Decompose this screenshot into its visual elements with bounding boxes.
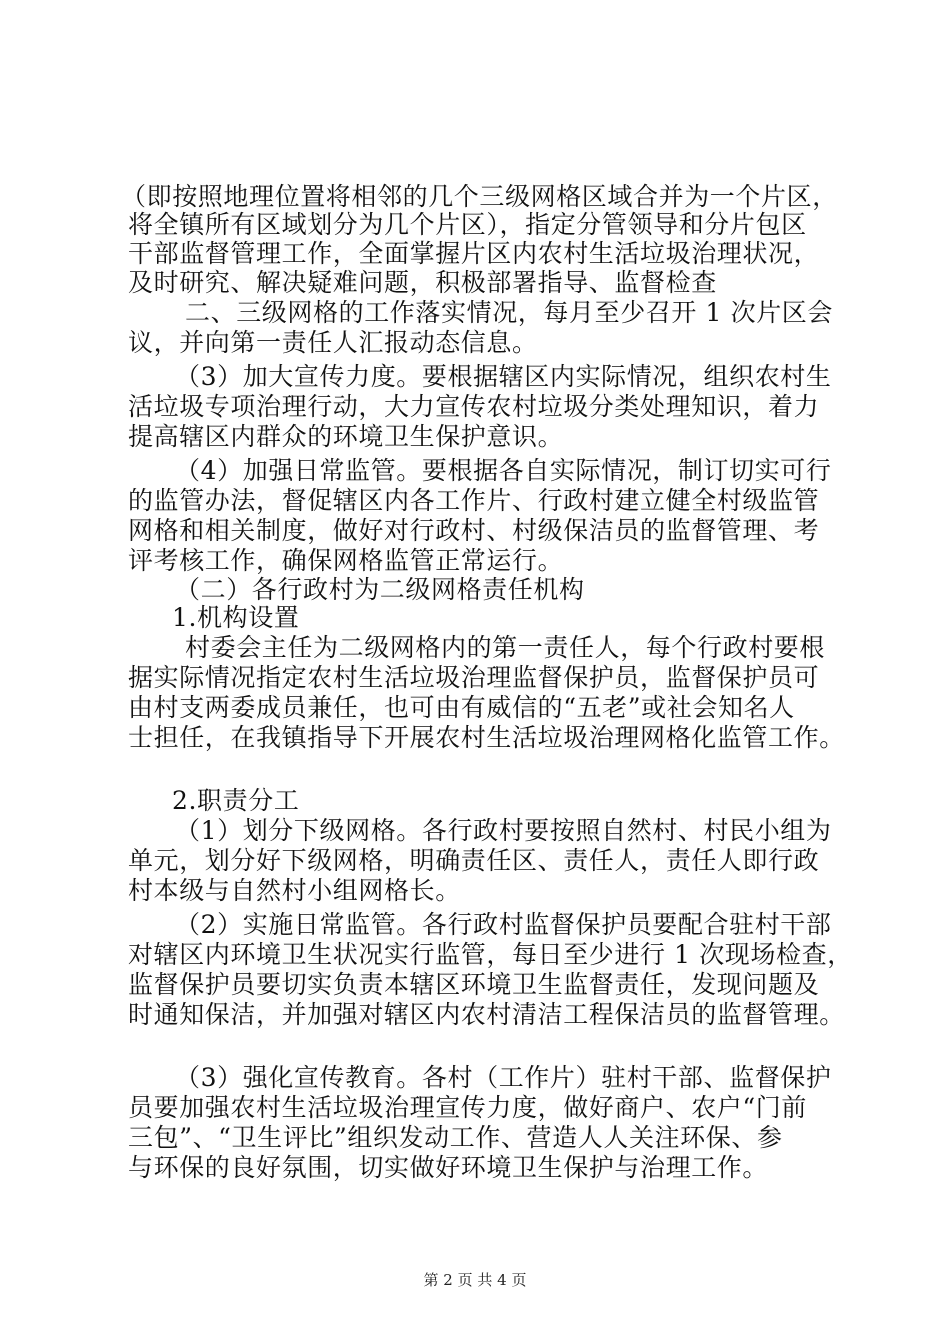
text-line: （即按照地理位置将相邻的几个三级网格区域合并为一个片区， [121,182,838,211]
text-line: （3）加大宣传力度。要根据辖区内实际情况，组织农村生 [175,362,832,391]
text-line: 与环保的良好氛围，切实做好环境卫生保护与治理工作。 [128,1153,769,1182]
text-line: 将全镇所有区域划分为几个片区），指定分管领导和分片包区 [128,210,807,239]
text-line: 据实际情况指定农村生活垃圾治理监督保护员，监督保护员可 [128,663,820,692]
subsection-heading: 2.职责分工 [172,786,300,815]
text-line: 对辖区内环境卫生状况实行监管，每日至少进行 1 次现场检查， [128,940,853,969]
text-line: 网格和相关制度，做好对行政村、村级保洁员的监督管理、考 [128,516,820,545]
page-footer: 第 2 页 共 4 页 [423,1271,527,1289]
text-line: 提高辖区内群众的环境卫生保护意识。 [128,422,564,451]
text-line: 村本级与自然村小组网格长。 [128,876,461,905]
text-line: 员要加强农村生活垃圾治理宣传力度，做好商户、农户“门前 [128,1093,807,1122]
text-line: 活垃圾专项治理行动，大力宣传农村垃圾分类处理知识，着力 [128,392,820,421]
text-line: 单元，划分好下级网格，明确责任区、责任人，责任人即行政 [128,846,820,875]
text-line: （3）强化宣传教育。各村（工作片）驻村干部、监督保护 [175,1063,832,1092]
text-line: 评考核工作，确保网格监管正常运行。 [128,546,564,575]
text-line: 监督保护员要切实负责本辖区环境卫生监督责任，发现问题及 [128,970,820,999]
subsection-heading: 1.机构设置 [172,603,300,632]
text-line: 村委会主任为二级网格内的第一责任人，每个行政村要根 [185,633,826,662]
text-line: 及时研究、解决疑难问题，积极部署指导、监督检查 [128,268,717,297]
text-line: 士担任，在我镇指导下开展农村生活垃圾治理网格化监管工作。 [128,723,845,752]
section-heading: （二）各行政村为二级网格责任机构 [175,575,585,604]
text-line: 时通知保洁，并加强对辖区内农村清洁工程保洁员的监督管理。 [128,1000,845,1029]
text-line: 的监管办法，督促辖区内各工作片、行政村建立健全村级监管 [128,486,820,515]
text-line: 议，并向第一责任人汇报动态信息。 [128,328,538,357]
text-line: （1）划分下级网格。各行政村要按照自然村、村民小组为 [175,816,832,845]
text-line: 由村支两委成员兼任，也可由有威信的“五老”或社会知名人 [128,693,795,722]
text-line: 三包”、“卫生评比”组织发动工作、营造人人关注环保、参 [128,1123,783,1152]
text-line: 干部监督管理工作，全面掌握片区内农村生活垃圾治理状况， [128,239,820,268]
text-line: 二、三级网格的工作落实情况，每月至少召开 1 次片区会 [185,298,834,327]
text-line: （2）实施日常监管。各行政村监督保护员要配合驻村干部 [175,910,832,939]
text-line: （4）加强日常监管。要根据各自实际情况，制订切实可行 [175,456,832,485]
